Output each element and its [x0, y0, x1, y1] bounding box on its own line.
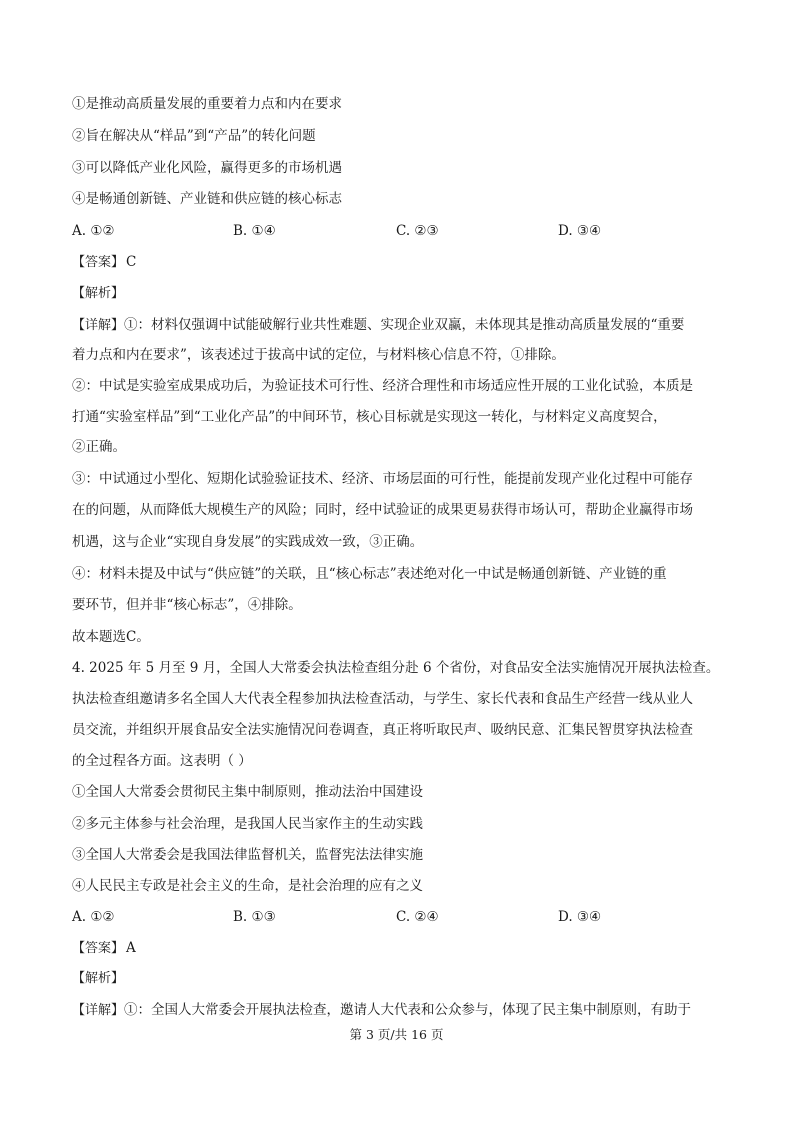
q3-statement-2: ②旨在解决从“样品”到“产品”的转化问题: [72, 128, 316, 144]
analysis-label: 【解析】: [72, 971, 125, 986]
q3-option-d: D. ③④: [558, 223, 602, 239]
q4-statement-3: ③全国人大常委会是我国法律监督机关，监督宪法法律实施: [72, 847, 423, 863]
q4-option-a: A. ①②: [72, 909, 115, 925]
q4-stem: 的全过程各方面。这表明（ ）: [72, 753, 252, 769]
answer-label: 【答案】: [72, 255, 125, 270]
page-number: 第 3 页/共 16 页: [349, 1027, 444, 1042]
q3-conclusion: 故本题选C。: [72, 629, 150, 645]
detail-text: ①：材料仅强调中试能破解行业共性难题、实现企业双赢，未体现其是推动高质量发展的“重要: [124, 317, 685, 333]
q3-option-a: A. ①②: [72, 223, 115, 239]
q3-detail-line: ④：材料未提及中试与“供应链”的关联，且“核心标志”表述绝对化一中试是畅通创新链、产业链的重: [72, 566, 667, 582]
q3-detail-line: 在的问题，从而降低大规模生产的风险；同时，经中试验证的成果更易获得市场认可，帮助企业赢得市场: [72, 502, 693, 518]
detail-text: ①：全国人大常委会开展执法检查，邀请人大代表和公众参与，体现了民主集中制原则，有助于: [124, 1002, 692, 1018]
q4-stem: 4. 2025 年 5 月至 9 月，全国人大常委会执法检查组分赴 6 个省份，对食品安全法实施情况开展执法检查。: [72, 660, 720, 676]
q3-option-b: B. ①④: [233, 223, 276, 239]
q3-detail-line: 机遇，这与企业“实现自身发展”的实践成效一致，③正确。: [72, 534, 424, 550]
q3-detail-line: [72, 316, 684, 335]
q4-option-b: B. ①③: [233, 909, 276, 925]
q4-option-d: D. ③④: [558, 909, 602, 925]
q3-statement-1: ①是推动高质量发展的重要着力点和内在要求: [72, 96, 342, 112]
answer-value: A: [126, 940, 136, 956]
q3-detail-line: 要环节，但并非“核心标志”，④排除。: [72, 597, 302, 613]
q3-detail-line: 打通“实验室样品”到“工业化产品”的中间环节，核心目标就是实现这一转化，与材料定义高度契合，: [72, 409, 667, 425]
q4-statement-2: ②多元主体参与社会治理，是我国人民当家作主的生动实践: [72, 816, 423, 832]
q4-answer-line: [72, 939, 136, 958]
detail-label: 【详解】: [72, 1003, 125, 1018]
q3-option-c: C. ②③: [396, 223, 439, 239]
q4-stem: 执法检查组邀请多名全国人大代表全程参加执法检查活动，与学生、家长代表和食品生产经营一线从业人: [72, 691, 693, 707]
q4-statement-4: ④人民民主专政是社会主义的生命，是社会治理的应有之义: [72, 878, 423, 894]
detail-label: 【详解】: [72, 318, 125, 333]
q3-detail-line: 着力点和内在要求”，该表述过于拔高中试的定位，与材料核心信息不符，①排除。: [72, 347, 565, 363]
answer-label: 【答案】: [72, 941, 125, 956]
q3-statement-4: ④是畅通创新链、产业链和供应链的核心标志: [72, 191, 342, 207]
q4-stem: 员交流，并组织开展食品安全法实施情况问卷调查，真正将听取民声、吸纳民意、汇集民智贯穿执法检查: [72, 722, 693, 738]
q3-detail-line: ②正确。: [72, 439, 126, 455]
q3-detail-line: ③：中试通过小型化、短期化试验验证技术、经济、市场层面的可行性，能提前发现产业化过程中可能存: [72, 471, 693, 487]
q4-statement-1: ①全国人大常委会贯彻民主集中制原则，推动法治中国建设: [72, 784, 423, 800]
q4-option-c: C. ②④: [396, 909, 439, 925]
answer-value: C: [126, 254, 137, 270]
q3-answer-line: [72, 253, 136, 272]
q3-detail-line: ②：中试是实验室成果成功后，为验证技术可行性、经济合理性和市场适应性开展的工业化试验，本质是: [72, 378, 693, 394]
q3-statement-3: ③可以降低产业化风险，赢得更多的市场机遇: [72, 160, 342, 176]
analysis-label: 【解析】: [72, 286, 125, 301]
q4-detail-line: [72, 1001, 691, 1020]
